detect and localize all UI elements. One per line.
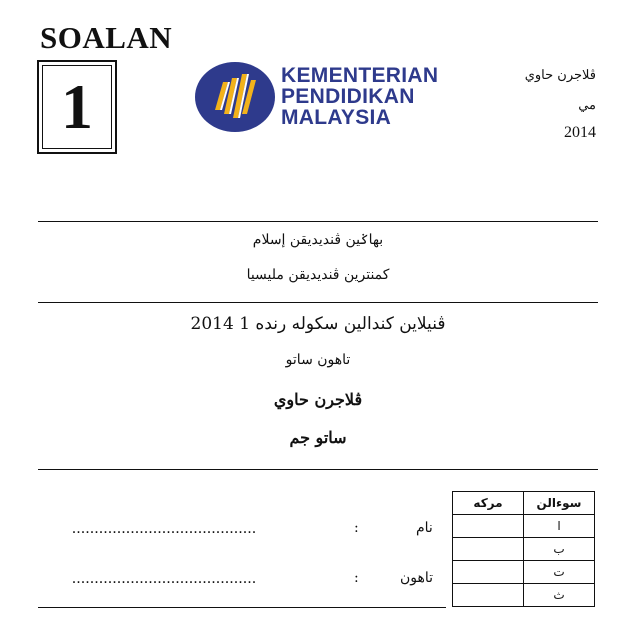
soalan-label: SOALAN (40, 20, 173, 55)
marks-table (452, 491, 595, 607)
logo-line-2: PENDIDIKAN (281, 85, 415, 108)
logo-line-3: MALAYSIA (281, 106, 392, 129)
exam-year: 2014 (564, 124, 596, 141)
exam-duration: ساتو جم (289, 428, 347, 447)
question-cell: ت (524, 561, 595, 584)
logo-wordmark (281, 65, 438, 128)
marks-cell[interactable] (453, 538, 524, 561)
exam-title: ڤنيلاين كندالين سكوله رنده 1 2014 (190, 314, 446, 334)
divider (38, 221, 598, 222)
logo-line-1: KEMENTERIAN (281, 64, 439, 87)
marks-cell[interactable] (453, 561, 524, 584)
table-row (453, 584, 595, 607)
subject-short: ڤلاجرن حاوي (524, 68, 596, 83)
exam-level: تاهون ساتو (285, 352, 351, 368)
table-row (453, 538, 595, 561)
ministry-emblem-icon (193, 60, 277, 134)
marks-column-header: مركه (453, 492, 524, 515)
year-field[interactable]: ......................................... (72, 570, 257, 587)
marks-cell[interactable] (453, 584, 524, 607)
question-number: 1 (42, 65, 112, 149)
marks-cell[interactable] (453, 515, 524, 538)
divider (38, 302, 598, 303)
year-label: تاهون (400, 570, 434, 586)
ministry-name: كمنترين ڤنديديقن مليسيا (246, 267, 390, 283)
year-separator: : (354, 570, 359, 586)
exam-subject: ڤلاجرن حاوي (273, 390, 363, 409)
exam-month: مي (578, 98, 596, 113)
question-cell: ث (524, 584, 595, 607)
question-cell: ا (524, 515, 595, 538)
table-header-row (453, 492, 595, 515)
table-row (453, 561, 595, 584)
division-name: بهاݢين ڤنديديقن إسلام (252, 232, 384, 248)
divider (38, 607, 446, 608)
divider (38, 469, 598, 470)
question-column-header: سوءالن (524, 492, 595, 515)
name-field[interactable]: ......................................... (72, 520, 257, 537)
name-separator: : (354, 520, 359, 536)
question-cell: ب (524, 538, 595, 561)
ministry-logo (193, 60, 453, 134)
question-number-box (37, 60, 117, 154)
name-label: نام (416, 520, 433, 536)
table-row (453, 515, 595, 538)
